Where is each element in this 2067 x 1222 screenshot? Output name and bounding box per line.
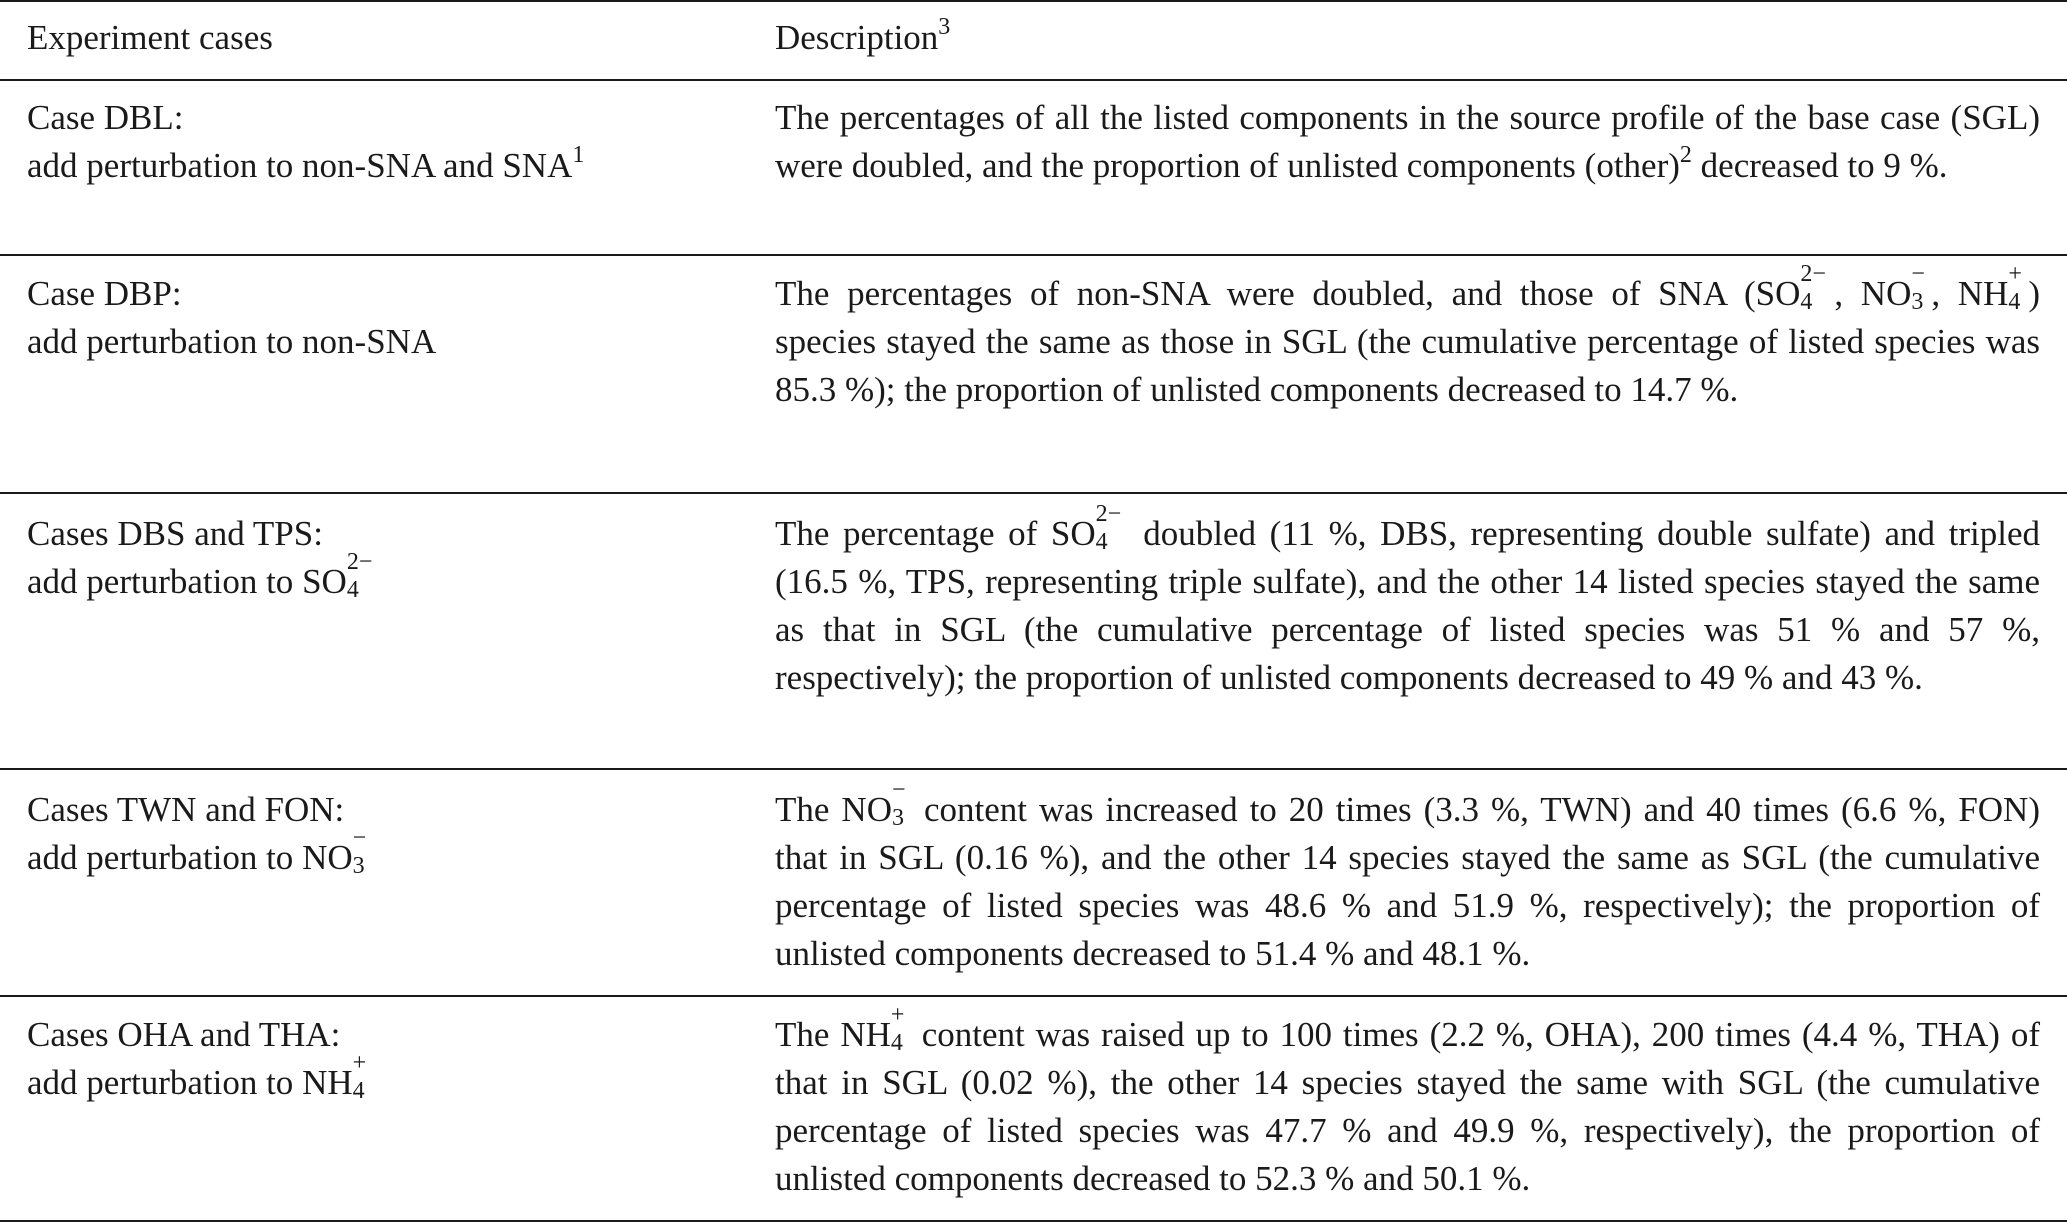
case-subtitle: add perturbation to SO 2− 4 [27, 558, 747, 606]
table-row-case-dbl [27, 94, 747, 190]
case-name: Cases OHA and THA: [27, 1015, 341, 1054]
row-divider [0, 254, 2067, 256]
table-row-case-dbs-tps [27, 510, 747, 606]
ammonium-formula: NH + 4 [1957, 261, 2022, 315]
case-name: Case DBL: [27, 98, 184, 137]
case-subtitle: add perturbation to non-SNA [27, 322, 437, 361]
description-case-dbp: The percentages of non-SNA were doubled, and those of SNA (SO 2− 4 , NO − 3 , NH + 4 ) species stayed the same as those in SGL (the cumulative percentage of listed species was 85.3 %); the proportion of unlisted components decreased to 14.7 %. [775, 261, 2041, 409]
sulfate-formula: SO 2− 4 [1050, 501, 1122, 555]
ammonium-formula: NH + 4 [840, 1002, 905, 1056]
sulfate-formula: SO 2− 4 [1755, 261, 1826, 315]
case-subtitle: add perturbation to NO − 3 [27, 834, 747, 882]
header-cases-label: Experiment cases [27, 18, 273, 57]
case-subtitle: add perturbation to non-SNA and SNA$^1$ [27, 142, 585, 185]
description-case-twn-fon: The NO − 3 content was increased to 20 times (3.3 %, TWN) and 40 times (6.6 %, FON) that in SGL (0.16 %), and the other 14 species stayed the same as SGL (the cumulative percentage of listed species was 48.6 % and 51.9 %, respectively); the proportion of unlisted components decreased to 51.4 % and 48.1 %. [775, 777, 2040, 973]
description-case-dbl: The percentages of all the listed components in the source profile of the base case (SGL) were doubled, and the proportion of unlisted components (other)$^2$ decreased to 9 %. [775, 98, 2040, 185]
table-row-case-dbp [27, 270, 747, 366]
ammonium-formula: NH + 4 [302, 1050, 367, 1104]
header-rule [0, 79, 2067, 81]
nitrate-formula: NO − 3 [1860, 261, 1925, 315]
header-experiment-cases [27, 18, 747, 58]
description-case-oha-tha: The NH + 4 content was raised up to 100 times (2.2 %, OHA), 200 times (4.4 %, THA) of that in SGL (0.02 %), the other 14 species stayed the same with SGL (the cumulative percentage of listed species was 47.7 % and 49.9 %, respectively), the proportion of unlisted components decreased to 52.3 % and 50.1 %. [775, 1002, 2040, 1198]
description-case-dbs-tps: The percentage of SO 2− 4 doubled (11 %, DBS, representing double sulfate) and tripled (16.5 %, TPS, representing triple sulfate), and the other 14 listed species stayed the same as that in SGL (the cumulative percentage of listed species was 51 % and 57 %, respectively); the proportion of unlisted components decreased to 49 % and 43 %. [775, 501, 2040, 697]
case-subtitle: add perturbation to NH + 4 [27, 1059, 747, 1107]
row-divider [0, 492, 2067, 494]
row-divider [0, 768, 2067, 770]
table-row-case-oha-tha [27, 1011, 747, 1107]
table-row-case-twn-fon [27, 786, 747, 882]
case-name: Cases DBS and TPS: [27, 514, 323, 553]
case-name: Cases TWN and FON: [27, 790, 345, 829]
nitrate-formula: NO − 3 [841, 777, 906, 831]
row-divider [0, 995, 2067, 997]
footnote-marker: 1 [572, 142, 585, 168]
nitrate-formula: NO − 3 [302, 825, 367, 879]
header-description [775, 14, 2040, 58]
case-name: Case DBP: [27, 274, 182, 313]
footnote-marker: 3 [938, 14, 951, 40]
sulfate-formula: SO 2− 4 [302, 549, 373, 603]
header-description-label: Description [775, 18, 939, 57]
table-top-rule [0, 0, 2067, 2]
footnote-marker: 2 [1679, 142, 1692, 168]
